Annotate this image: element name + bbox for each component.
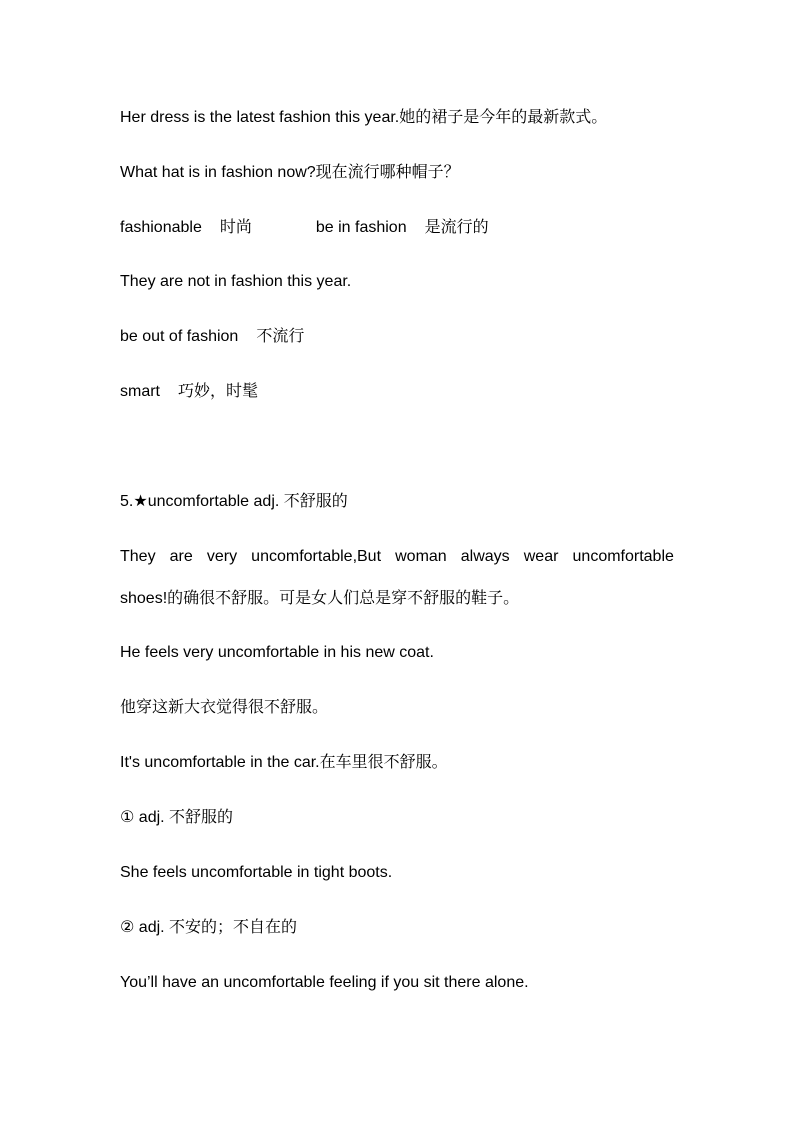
- word: They: [120, 548, 156, 565]
- vocab-out-of-fashion-line: [120, 327, 304, 347]
- example-sentence-latest-fashion: Her dress is the latest fashion this year.她的裙子是今年的最新款式。: [120, 109, 608, 126]
- word: uncomfortable,But: [251, 548, 382, 565]
- term-be-out-of-fashion-meaning: 不流行: [256, 328, 305, 345]
- definition-2-heading: ② adj. 不安的；不自在的: [120, 919, 298, 936]
- example-sentence-not-in-fashion: They are not in fashion this year.: [120, 273, 352, 290]
- term-be-out-of-fashion: be out of fashion: [120, 328, 239, 345]
- word: uncomfortable: [572, 548, 674, 565]
- term-smart: smart: [120, 383, 160, 400]
- word: always: [460, 548, 510, 565]
- term-be-in-fashion: be in fashion: [315, 219, 407, 236]
- example-paragraph-uncomfortable-shoes: [120, 547, 674, 567]
- term-fashionable-meaning: 时尚: [219, 219, 252, 236]
- paragraph-first-line: [120, 547, 674, 567]
- translation-new-coat: 他穿这新大衣觉得很不舒服。: [120, 699, 329, 716]
- example-sentence-sit-alone: You’ll have an uncomfortable feeling if you sit there alone.: [120, 974, 529, 991]
- section-heading-uncomfortable: 5.★uncomfortable adj. 不舒服的: [120, 493, 348, 510]
- term-fashionable: fashionable: [120, 219, 202, 236]
- example-sentence-tight-boots: She feels uncomfortable in tight boots.: [120, 864, 393, 881]
- term-be-in-fashion-meaning: 是流行的: [424, 219, 489, 236]
- term-smart-meaning: 巧妙，时髦: [178, 383, 259, 400]
- vocab-fashionable-line: [120, 218, 489, 238]
- vocab-smart-line: [120, 382, 258, 402]
- definition-1-heading: ① adj. 不舒服的: [120, 809, 234, 826]
- word: are: [169, 548, 193, 565]
- word: woman: [395, 548, 447, 565]
- example-sentence-new-coat: He feels very uncomfortable in his new coat.: [120, 644, 434, 661]
- paragraph-second-line: shoes!的确很不舒服。可是女人们总是穿不舒服的鞋子。: [120, 590, 520, 607]
- word: wear: [523, 548, 559, 565]
- example-sentence-in-the-car: It's uncomfortable in the car.在车里很不舒服。: [120, 754, 448, 771]
- word: very: [206, 548, 238, 565]
- example-sentence-hat-in-fashion: What hat is in fashion now?现在流行哪种帽子？: [120, 164, 460, 181]
